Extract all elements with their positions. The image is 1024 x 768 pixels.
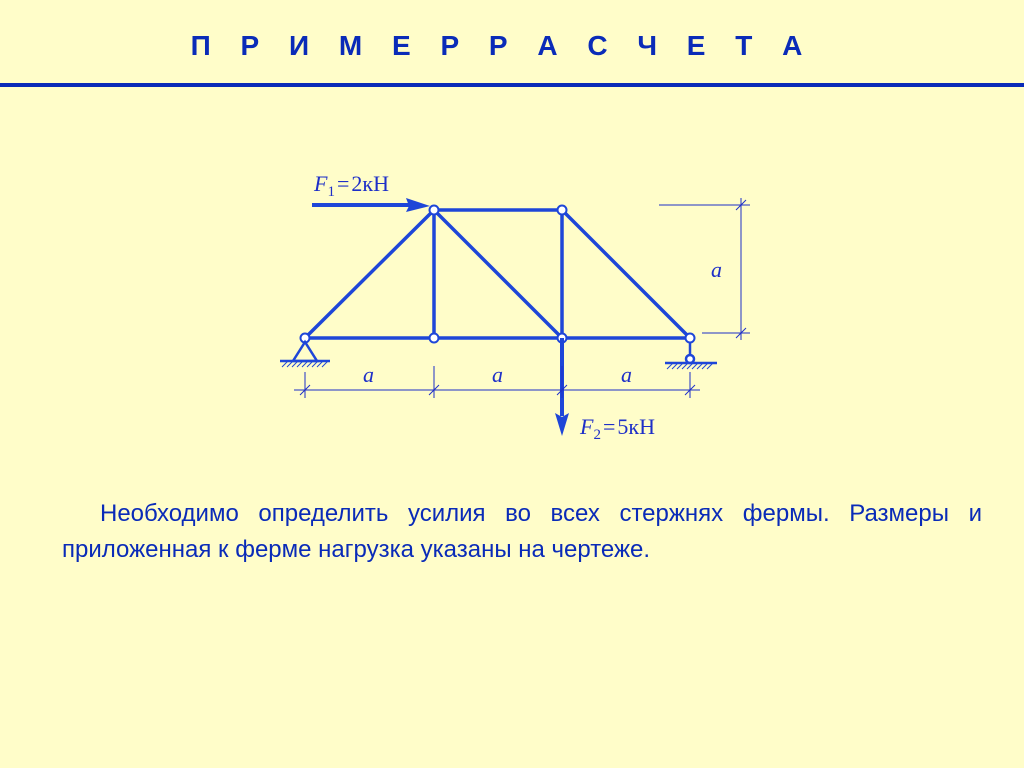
dimension-label-a: a	[363, 362, 374, 387]
node	[558, 206, 567, 215]
roller-support	[665, 343, 717, 363]
task-description: Необходимо определить усилия во всех стержнях фермы. Размеры и приложенная к ферме нагрузка указаны на чертеже.	[62, 500, 982, 563]
dimension-label-a: a	[492, 362, 503, 387]
node	[430, 206, 439, 215]
middle-diagonal	[434, 210, 562, 338]
dimension-label-a: a	[711, 257, 722, 282]
left-diagonal	[305, 210, 434, 338]
page-title: П Р И М Е Р Р А С Ч Е Т А	[190, 30, 814, 61]
force-arrow-f1	[312, 198, 430, 212]
force-label-f1: $F_1=2кН$	[314, 171, 389, 200]
right-diagonal	[562, 210, 690, 338]
node	[430, 334, 439, 343]
force-label-f2: $F_2=5кН$	[580, 414, 655, 443]
dimension-label-a: a	[621, 362, 632, 387]
pinned-support	[280, 342, 330, 361]
node	[686, 334, 695, 343]
